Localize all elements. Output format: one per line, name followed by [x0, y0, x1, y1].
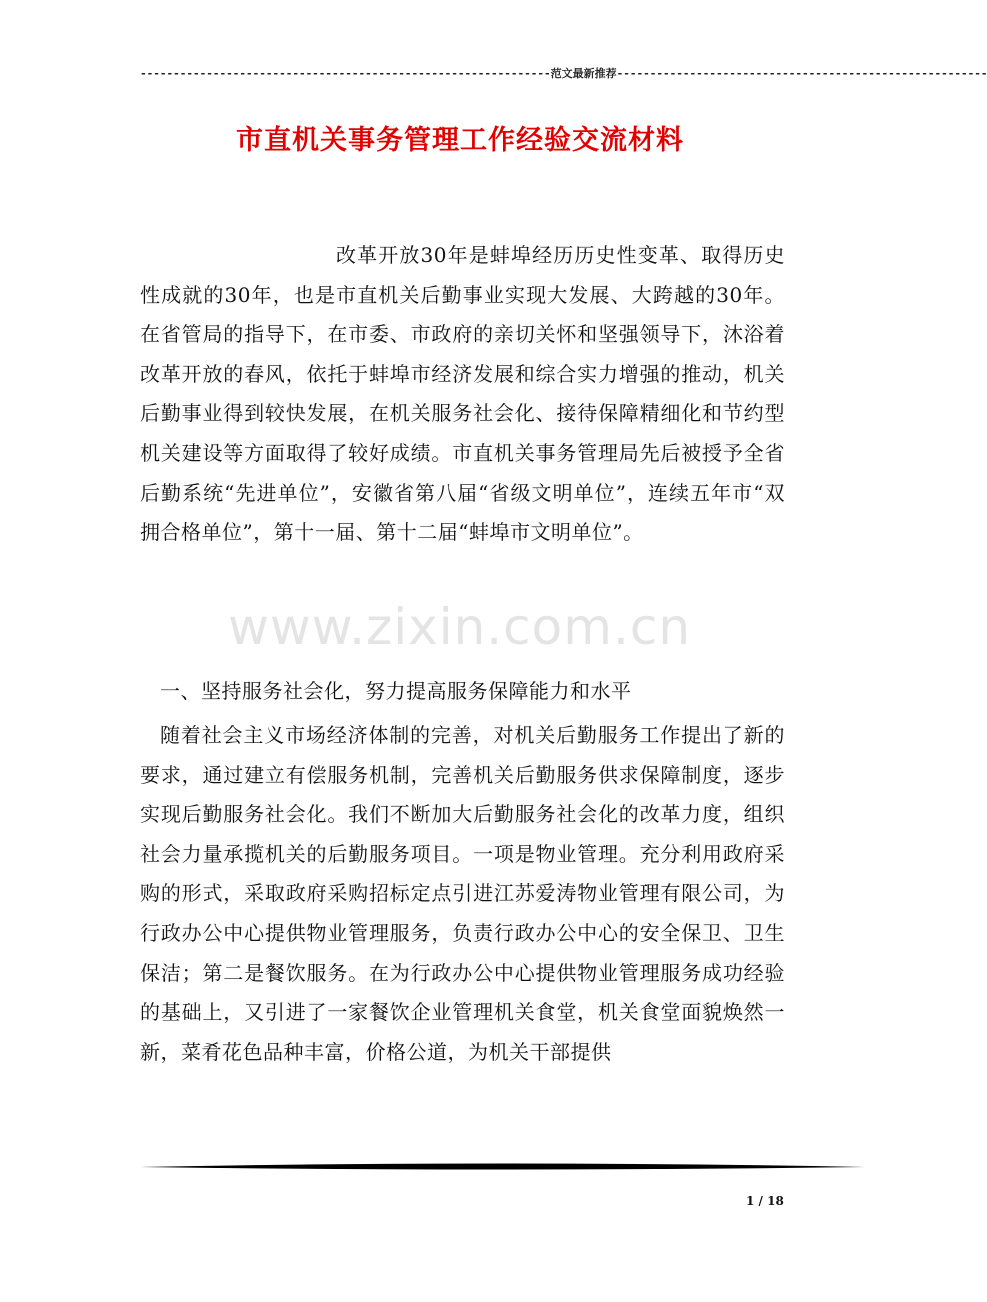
paragraph-1-text: 改革开放30年是蚌埠经历历史性变革、取得历史性成就的30年，也是市直机关后勤事业实现大发展、大跨越的30年。在省管局的指导下，在市委、市政府的亲切关怀和坚强领导下，沐浴着改革开放的春风，依托于蚌埠市经济发展和综合实力增强的推动，机关后勤事业得到较快发展，在机关服务社会化、接待保障精细化和节约型机关建设等方面取得了较好成绩。市直机关事务管理局先后被授予全省后勤系统“先进单位”，安徽省第八届“省级文明单位”，连续五年市“双拥合格单位”，第十一届、第十二届“蚌埠市文明单位”。	[140, 243, 785, 545]
section-heading-1: 一、坚持服务社会化，努力提高服务保障能力和水平	[160, 679, 632, 703]
header-label: 范文最新推荐	[550, 67, 617, 80]
document-title: 市直机关事务管理工作经验交流材料	[236, 125, 684, 156]
paragraph-2	[140, 716, 785, 1072]
header-dashes-left: --------------------------------------------------------------	[140, 67, 551, 80]
paragraph-1	[140, 236, 785, 553]
footer-rule	[140, 1158, 865, 1176]
page-number: 1 / 18	[746, 1194, 784, 1208]
header-dashes-right: --------------------------------------------------------	[616, 67, 987, 80]
paragraph-2-text: 随着社会主义市场经济体制的完善，对机关后勤服务工作提出了新的要求，通过建立有偿服务机制，完善机关后勤服务供求保障制度，逐步实现后勤服务社会化。我们不断加大后勤服务社会化的改革力度，组织社会力量承揽机关的后勤服务项目。一项是物业管理。充分利用政府采购的形式，采取政府采购招标定点引进江苏爱涛物业管理有限公司，为行政办公中心提供物业管理服务，负责行政办公中心的安全保卫、卫生保洁；第二是餐饮服务。在为行政办公中心提供物业管理服务成功经验的基础上，又引进了一家餐饮企业管理机关食堂，机关食堂面貌焕然一新，菜肴花色品种丰富，价格公道，为机关干部提供	[140, 723, 785, 1064]
watermark: www.zixin.com.cn	[228, 598, 692, 656]
header-rule	[140, 66, 987, 82]
